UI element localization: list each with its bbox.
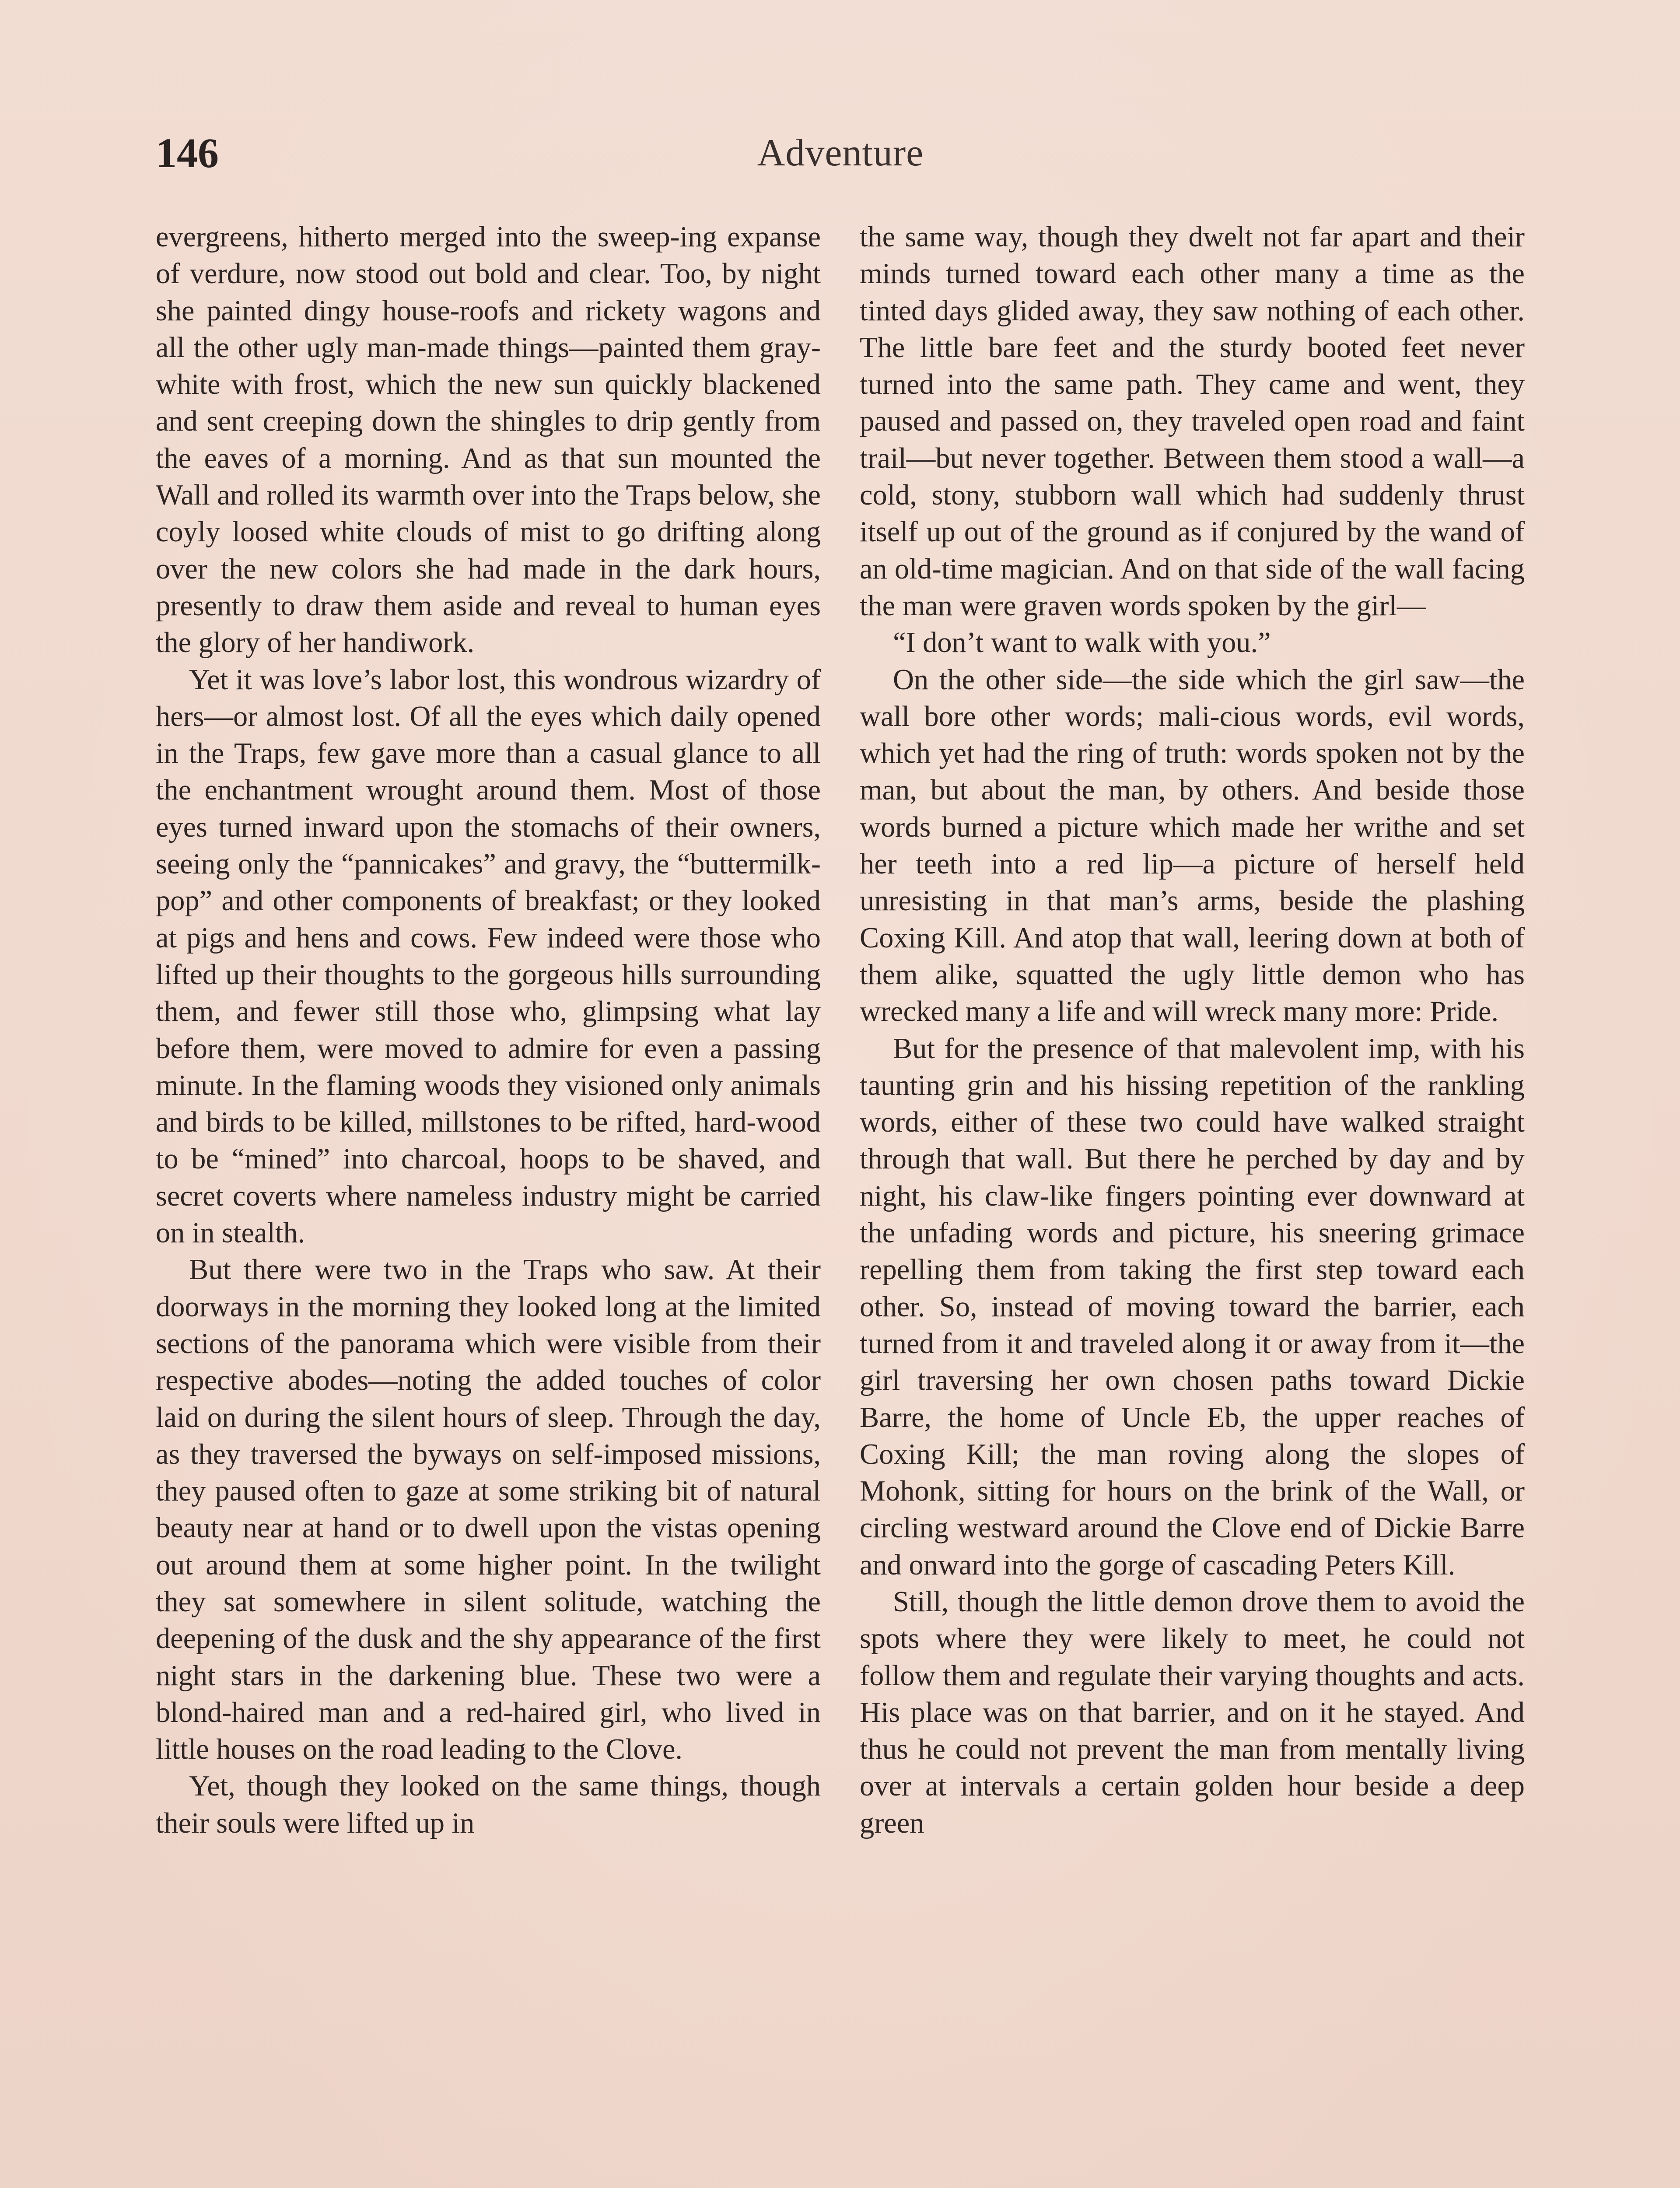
left-column <box>156 219 821 1842</box>
paragraph: the same way, though they dwelt not far apart and their minds turned toward each other many a time as the tinted days glided away, they saw nothing of each other. The little bare feet and the sturdy booted feet never turned into the same path. They came and went, they paused and passed on, they traveled open road and faint trail—but never together. Between them stood a wall—a cold, stony, stubborn wall which had suddenly thrust itself up out of the ground as if conjured by the wand of an old-time magician. And on that side of the wall facing the man were graven words spoken by the girl— <box>860 221 1525 622</box>
paragraph: Yet, though they looked on the same things, though their souls were lifted up in <box>156 1770 821 1839</box>
right-column <box>860 219 1525 1842</box>
paragraph: But for the presence of that malevolent imp, with his taunting grin and his hissing repetition of the rankling words, either of these two could have walked straight through that wall. But there he perched by day and by night, his claw-like fingers pointing ever downward at the unfading words and picture, his sneering grimace repelling them from taking the first step toward each other. So, instead of moving toward the barrier, each turned from it and traveled along it or away from it—the girl traversing her own chosen paths toward Dickie Barre, the home of Uncle Eb, the upper reaches of Coxing Kill; the man roving along the slopes of Mohonk, sitting for hours on the brink of the Wall, or circling westward around the Clove end of Dickie Barre and onward into the gorge of cascading Peters Kill. <box>860 1032 1525 1581</box>
paragraph: On the other side—the side which the girl saw—the wall bore other words; mali-cious words, evil words, which yet had the ring of truth: words spoken not by the man, but about the man, by others. And beside those words burned a picture which made her writhe and set her teeth into a red lip—a picture of herself held unresisting in that man’s arms, beside the plashing Coxing Kill. And atop that wall, leering down at both of them alike, squatted the ugly little demon who has wrecked many a life and will wreck many more: Pride. <box>860 663 1525 1028</box>
page-header <box>156 127 1525 184</box>
running-title: Adventure <box>757 132 924 174</box>
page-number: 146 <box>156 130 219 176</box>
paragraph: Yet it was love’s labor lost, this wondrous wizardry of hers—or almost lost. Of all the eyes which daily opened in the Traps, few gave more than a casual glance to all the enchantment wrought around them. Most of those eyes turned inward upon the stomachs of their owners, seeing only the “pannicakes” and gravy, the “buttermilk-pop” and other components of breakfast; or they looked at pigs and hens and cows. Few indeed were those who lifted up their thoughts to the gorgeous hills surrounding them, and fewer still those who, glimpsing what lay before them, were moved to admire for even a passing minute. In the flaming woods they visioned only animals and birds to be killed, millstones to be rifted, hard-wood to be “mined” into charcoal, hoops to be shaved, and secret coverts where nameless industry might be carried on in stealth. <box>156 663 821 1249</box>
paragraph: evergreens, hitherto merged into the sweep-ing expanse of verdure, now stood out bold and clear. Too, by night she painted dingy house-roofs and rickety wagons and all the other ugly man-made things—painted them gray-white with frost, which the new sun quickly blackened and sent creeping down the shingles to drip gently from the eaves of a morning. And as that sun mounted the Wall and rolled its warmth over into the Traps below, she coyly loosed white clouds of mist to go drifting along over the new colors she had made in the dark hours, presently to draw them aside and reveal to human eyes the glory of her handiwork. <box>156 221 821 659</box>
paragraph: Still, though the little demon drove them to avoid the spots where they were likely to meet, he could not follow them and regulate their varying thoughts and acts. His place was on that barrier, and on it he stayed. And thus he could not prevent the man from mentally living over at intervals a certain golden hour beside a deep green <box>860 1585 1525 1839</box>
paragraph: “I don’t want to walk with you.” <box>893 627 1271 659</box>
paragraph: But there were two in the Traps who saw. At their doorways in the morning they looked long at the limited sections of the panorama which were visible from their respective abodes—noting the added touches of color laid on during the silent hours of sleep. Through the day, as they traversed the byways on self-imposed missions, they paused often to gaze at some striking bit of natural beauty near at hand or to dwell upon the vistas opening out around them at some higher point. In the twilight they sat somewhere in silent solitude, watching the deepening of the dusk and the shy appearance of the first night stars in the darkening blue. These two were a blond-haired man and a red-haired girl, who lived in little houses on the road leading to the Clove. <box>156 1254 821 1766</box>
